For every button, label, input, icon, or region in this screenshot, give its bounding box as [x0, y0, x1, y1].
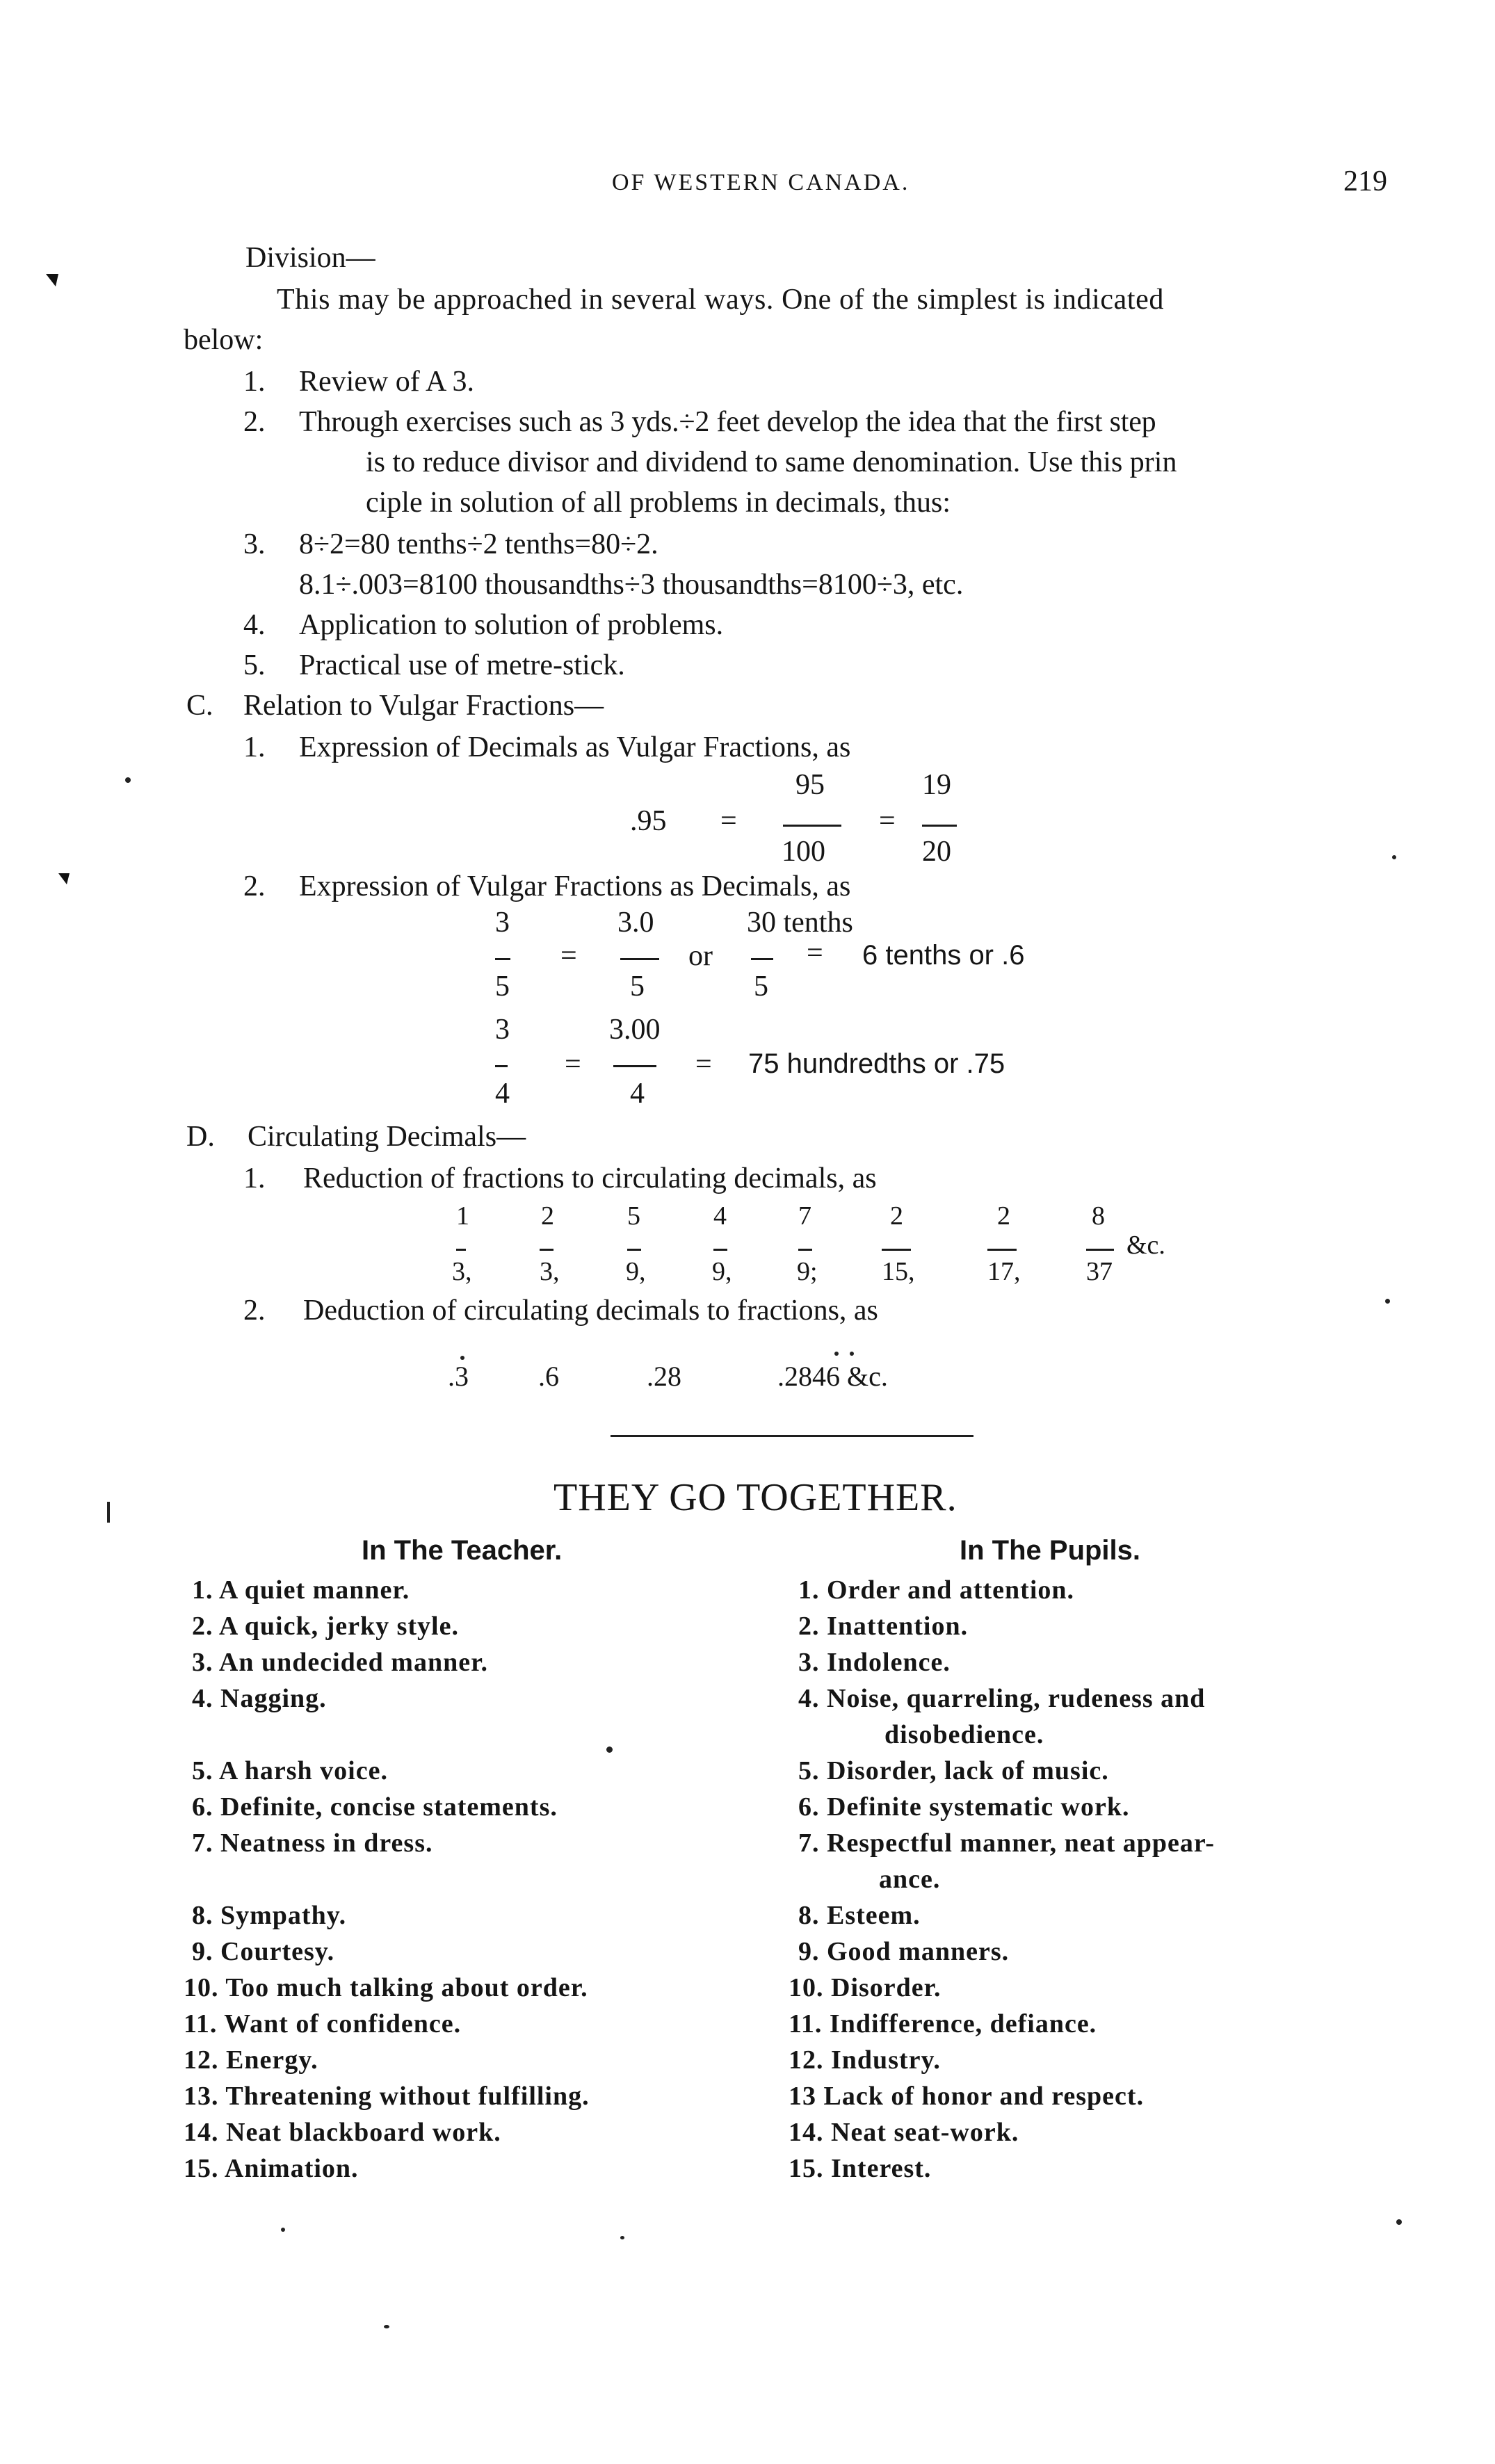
section-d-item-text: Deduction of circulating decimals to fractions, as [303, 1295, 878, 1327]
fraction-denominator: 37 [1086, 1257, 1113, 1286]
fraction-bar [495, 1065, 508, 1067]
teacher-list-item: 2. A quick, jerky style. [192, 1612, 459, 1641]
fraction-numerator: 19 [922, 769, 951, 801]
section-d-item-num: 1. [243, 1162, 266, 1194]
fraction-denominator: 3, [452, 1257, 472, 1286]
teacher-list-item: 4. Nagging. [192, 1684, 327, 1713]
section-title: THEY GO TOGETHER. [553, 1476, 957, 1519]
scan-speck [281, 2228, 285, 2232]
fraction-bar [495, 958, 510, 960]
equals-sign: = [720, 805, 737, 837]
pupil-list-item: 11. Indifference, defiance. [789, 2009, 1097, 2039]
teacher-list-item: 14. Neat blackboard work. [184, 2118, 501, 2147]
equals-sign: = [560, 940, 577, 972]
fraction-numerator: 4 [713, 1201, 727, 1231]
repeat-dot [850, 1352, 854, 1356]
teacher-list-item: 12. Energy. [184, 2045, 318, 2075]
circulating-decimal: .3 [448, 1361, 469, 1392]
pupil-list-item: 13 Lack of honor and respect. [789, 2082, 1145, 2111]
division-item-text: is to reduce divisor and dividend to same denomination. Use this prin [366, 446, 1177, 478]
division-item-text: 8÷2=80 tenths÷2 tenths=80÷2. [299, 528, 658, 560]
teacher-list-item: 7. Neatness in dress. [192, 1829, 433, 1858]
pupil-list-item: ance. [879, 1865, 941, 1894]
page-number: 219 [1343, 165, 1387, 197]
fraction-numerator: 7 [798, 1201, 811, 1231]
fraction-bar [798, 1249, 812, 1251]
circulating-decimal: .28 [647, 1361, 681, 1392]
fraction-bar [613, 1065, 656, 1067]
fraction-numerator: 5 [627, 1201, 640, 1231]
teacher-column-heading: In The Teacher. [362, 1535, 563, 1566]
margin-mark [46, 274, 58, 286]
division-item-num: 1. [243, 366, 266, 398]
teacher-list-item: 5. A harsh voice. [192, 1756, 388, 1785]
fraction-denominator: 3, [540, 1257, 560, 1286]
or-label: or [688, 940, 713, 972]
pupil-list-item: 1. Order and attention. [798, 1575, 1075, 1605]
fraction-bar [627, 1249, 641, 1251]
division-item-text: Application to solution of problems. [299, 609, 724, 641]
fraction-bar [882, 1249, 911, 1251]
teacher-list-item: 9. Courtesy. [192, 1937, 335, 1966]
pupil-list-item: 3. Indolence. [798, 1648, 951, 1677]
fraction-bar [620, 958, 659, 960]
pupils-column-heading: In The Pupils. [960, 1535, 1141, 1566]
pupil-list-item: disobedience. [884, 1720, 1044, 1749]
scan-speck [384, 2325, 389, 2328]
pupil-list-item: 15. Interest. [789, 2154, 932, 2183]
teacher-list-item: 15. Animation. [184, 2154, 359, 2183]
fraction-denominator: 4 [495, 1078, 510, 1110]
division-intro-line2: below: [184, 324, 264, 356]
pupil-list-item: 14. Neat seat-work. [789, 2118, 1019, 2147]
section-c-heading: Relation to Vulgar Fractions— [243, 690, 604, 722]
fraction-denominator: 20 [922, 836, 951, 868]
section-c-item-num: 1. [243, 731, 266, 763]
repeat-dot [834, 1352, 839, 1356]
section-c-letter: C. [186, 690, 213, 722]
equals-sign: = [565, 1048, 581, 1080]
equals-sign: = [695, 1048, 712, 1080]
fraction-numerator: 30 tenths [747, 907, 853, 939]
repeat-dot [460, 1356, 464, 1360]
division-item-num: 5. [243, 649, 266, 681]
section-divider [611, 1435, 973, 1437]
teacher-list-item: 3. An undecided manner. [192, 1648, 488, 1677]
fraction-denominator: 5 [754, 971, 768, 1003]
section-d-letter: D. [186, 1121, 215, 1153]
division-intro-line1: This may be approached in several ways. One of the simplest is indicated [277, 284, 1165, 316]
equals-sign: = [879, 805, 896, 837]
fraction-denominator: 4 [630, 1078, 645, 1110]
fraction-numerator: 1 [456, 1201, 469, 1231]
fraction-numerator: 2 [541, 1201, 554, 1231]
fraction-numerator: 3 [495, 1014, 510, 1046]
fraction-bar [1086, 1249, 1114, 1251]
division-item-text: Through exercises such as 3 yds.÷2 feet develop the idea that the first step [299, 406, 1156, 438]
running-title: OF WESTERN CANADA. [612, 170, 910, 195]
scan-speck [1385, 1299, 1390, 1304]
conversion-result: 6 tenths or .6 [862, 940, 1025, 971]
fraction-denominator: 17, [987, 1257, 1021, 1286]
circulating-decimal: .6 [538, 1361, 559, 1392]
scan-speck [620, 2236, 624, 2239]
fraction-denominator: 5 [495, 971, 510, 1003]
pupil-list-item: 4. Noise, quarreling, rudeness and [798, 1684, 1206, 1713]
etc-label: &c. [1126, 1231, 1165, 1260]
pupil-list-item: 6. Definite systematic work. [798, 1792, 1130, 1822]
section-d-item-text: Reduction of fractions to circulating decimals, as [303, 1162, 877, 1194]
fraction-denominator: 9, [712, 1257, 732, 1286]
equals-sign: = [807, 937, 823, 969]
section-c-item-text: Expression of Vulgar Fractions as Decimals, as [299, 870, 851, 902]
division-item-text: 8.1÷.003=8100 thousandths÷3 thousandths=8100÷3, etc. [299, 569, 964, 601]
teacher-list-item: 6. Definite, concise statements. [192, 1792, 558, 1822]
division-item-text: Review of A 3. [299, 366, 474, 398]
fraction-denominator: 5 [630, 971, 645, 1003]
division-item-num: 4. [243, 609, 266, 641]
pupil-list-item: 2. Inattention. [798, 1612, 969, 1641]
decimal-value: .95 [630, 805, 667, 837]
fraction-bar [987, 1249, 1017, 1251]
section-c-item-text: Expression of Decimals as Vulgar Fractions, as [299, 731, 851, 763]
fraction-denominator: 15, [882, 1257, 915, 1286]
teacher-list-item: 13. Threatening without fulfilling. [184, 2082, 590, 2111]
fraction-bar [751, 958, 773, 960]
fraction-numerator: 3.0 [617, 907, 654, 939]
pupil-list-item: 5. Disorder, lack of music. [798, 1756, 1109, 1785]
fraction-numerator: 2 [997, 1201, 1010, 1231]
teacher-list-item: 1. A quiet manner. [192, 1575, 410, 1605]
section-d-heading: Circulating Decimals— [248, 1121, 526, 1153]
division-item-text: Practical use of metre-stick. [299, 649, 625, 681]
division-heading: Division— [245, 242, 375, 274]
fraction-bar [456, 1249, 466, 1251]
division-item-num: 2. [243, 406, 266, 438]
fraction-numerator: 95 [795, 769, 825, 801]
fraction-numerator: 3.00 [609, 1014, 661, 1046]
fraction-numerator: 8 [1092, 1201, 1105, 1231]
division-item-num: 3. [243, 528, 266, 560]
teacher-list-item: 8. Sympathy. [192, 1901, 347, 1930]
fraction-denominator: 9; [797, 1257, 818, 1286]
pupil-list-item: 8. Esteem. [798, 1901, 921, 1930]
fraction-numerator: 2 [890, 1201, 903, 1231]
pupil-list-item: 7. Respectful manner, neat appear- [798, 1829, 1215, 1858]
teacher-list-item: 11. Want of confidence. [184, 2009, 462, 2039]
fraction-bar [922, 825, 957, 827]
scan-speck [1392, 855, 1396, 859]
pupil-list-item: 9. Good manners. [798, 1937, 1010, 1966]
section-c-item-num: 2. [243, 870, 266, 902]
fraction-bar [783, 825, 841, 827]
margin-mark [107, 1502, 110, 1523]
scan-speck [125, 777, 131, 783]
pupil-list-item: 10. Disorder. [789, 1973, 942, 2002]
conversion-result: 75 hundredths or .75 [748, 1048, 1005, 1079]
scan-speck [606, 1746, 613, 1753]
scan-speck [1396, 2219, 1402, 2225]
margin-mark [58, 873, 70, 884]
fraction-denominator: 9, [626, 1257, 646, 1286]
division-item-text: ciple in solution of all problems in decimals, thus: [366, 487, 951, 519]
fraction-bar [713, 1249, 727, 1251]
fraction-denominator: 100 [782, 836, 825, 868]
circulating-decimal: .2846 &c. [777, 1361, 888, 1392]
pupil-list-item: 12. Industry. [789, 2045, 941, 2075]
fraction-numerator: 3 [495, 907, 510, 939]
section-d-item-num: 2. [243, 1295, 266, 1327]
teacher-list-item: 10. Too much talking about order. [184, 1973, 588, 2002]
fraction-bar [540, 1249, 553, 1251]
